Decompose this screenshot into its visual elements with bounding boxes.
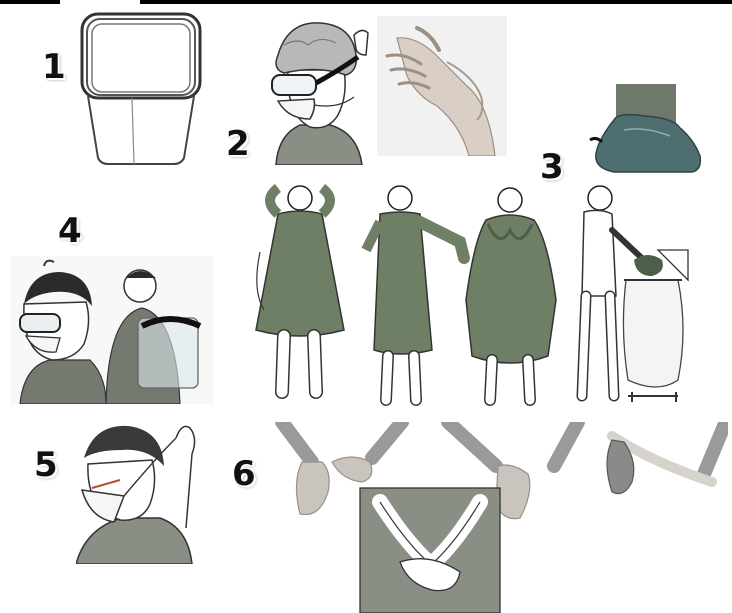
step-number-3: 3 (540, 147, 564, 187)
glove-removal-hands-clasped (360, 488, 500, 613)
step-number-6: 6 (232, 454, 256, 494)
step-number-5: 5 (34, 445, 58, 485)
gown-figure-tying-neck (256, 186, 344, 392)
mask-removal-icon (76, 418, 200, 564)
goggles-face-shield-icon (10, 256, 214, 404)
glove-removal-icon (272, 422, 728, 613)
cap-goggles-mask-icon (258, 15, 370, 165)
top-rule-gap (60, 0, 140, 4)
waste-bin-icon (76, 8, 206, 168)
shoe-cover-icon (584, 84, 712, 178)
gloves-icon (377, 16, 507, 156)
step-number-1: 1 (42, 47, 66, 87)
gown-figure-disposal (582, 186, 688, 402)
gown-donning-icon (248, 180, 704, 412)
gown-figure-sleeves (366, 186, 464, 400)
gown-figure-tying-back (466, 188, 556, 400)
glove-removal-step-c (607, 426, 724, 494)
step-number-2: 2 (226, 124, 250, 164)
step-number-4: 4 (58, 211, 82, 251)
